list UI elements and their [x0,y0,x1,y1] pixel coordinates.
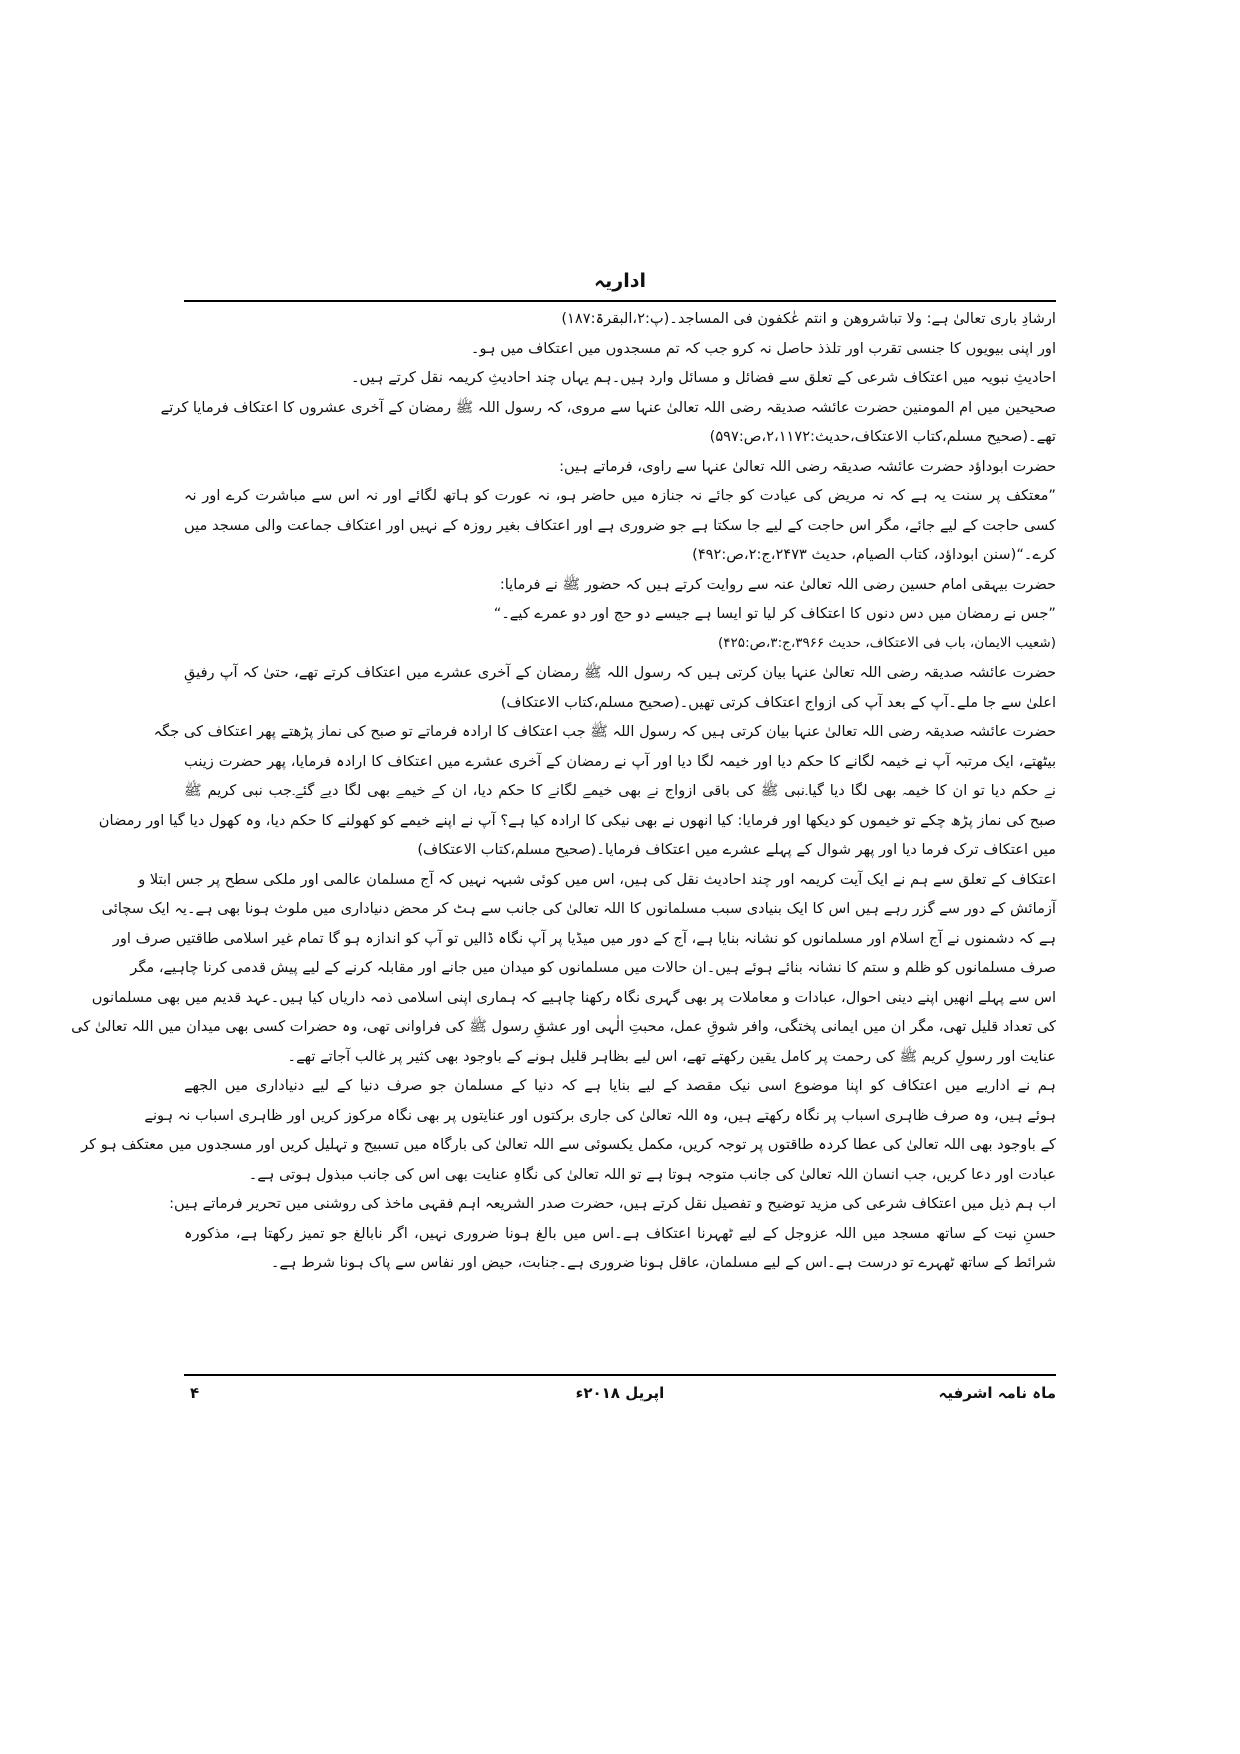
body-line: شرائط کے ساتھ ٹھہرے تو درست ہے۔اس کے لیے مسلمان، عاقل ہونا ضروری ہے۔جنابت، حیض اور نفاس سے پاک ہونا شرط ہے۔ [270,1254,1056,1271]
issue-date: اپریل ۲۰۱۸ء [575,1384,665,1402]
page-footer [184,1380,1056,1406]
body-line: حضرت عائشہ صدیقہ رضی اللہ تعالیٰ عنہا بیان کرتی ہیں کہ رسول اللہ ﷺ رمضان کے آخری عشرے میں اعتکاف کرتے تھے، حتیٰ کہ آپ رفیقِ [184,664,1056,681]
body-line: کسی حاجت کے لیے جائے، مگر اس حاجت کے لیے جا سکتا ہے جو ضروری ہے اور اعتکاف بغیر روزہ کے نہیں اور اعتکاف جماعت والی مسجد میں [184,516,1056,534]
body-line: صرف مسلمانوں کو ظلم و ستم کا نشانہ بنائے ہوئے ہیں۔ان حالات میں مسلمانوں کو میدان میں جانے اور مقابلہ کرنے کے لیے پیش قدمی کرنا چاہیے، مگر [130,959,1056,976]
body-line: ارشادِ باری تعالیٰ ہے: ولا تباشروھن و انتم عٰکفون فی المساجد۔(پ:۲،البقرۃ:۱۸۷) [561,310,1056,327]
body-line: صحیحین میں ام المومنین حضرت عائشہ صدیقہ رضی اللہ تعالیٰ عنہا سے مروی، کہ رسول اللہ ﷺ رمضان کے آخری عشروں کا اعتکاف فرمایا کرتے [160,398,1056,416]
body-line: صبح کی نماز پڑھ چکے تو خیموں کو دیکھا اور فرمایا: کیا انھوں نے بھی نیکی کا ارادہ کیا ہے؟ آپ نے اپنے خیمے کو کھولنے کا حکم دیا، وہ کھول دیا گیا اور رمضان [98,811,1056,829]
header-title: اداریہ [594,270,646,292]
body-line: کی تعداد قلیل تھی، مگر ان میں ایمانی پختگی، وافر شوقِ عمل، محبتِ الٰہی اور عشقِ رسول ﷺ کی فراوانی تھی، وہ حضرات کسی بھی میدان میں اللہ تعالیٰ کی [71,1018,1056,1035]
body-line: اعلیٰ سے جا ملے۔آپ کے بعد آپ کی ازواج اعتکاف کرتی تھیں۔(صحیح مسلم،کتاب الاعتکاف) [500,693,1056,711]
body-line: ”معتکف پر سنت یہ ہے کہ نہ مریض کی عیادت کو جائے نہ جنازہ میں حاضر ہو، نہ عورت کو ہاتھ لگائے اور نہ اس سے مباشرت کرے اور نہ [184,487,1056,504]
page-number: ۴ [190,1384,200,1402]
body-line: حضرت عائشہ صدیقہ رضی اللہ تعالیٰ عنہا بیان کرتی ہیں کہ رسول اللہ ﷺ جب اعتکاف کا ارادہ فرماتے تو صبح کی نماز پڑھتے پھر اعتکاف کی جگہ [153,723,1056,740]
body-line: اعتکاف کے تعلق سے ہم نے ایک آیت کریمہ اور چند احادیث نقل کی ہیں، اس میں کوئی شبہہ نہیں کہ آج مسلمان عالمی اور ملکی سطح پر جس ابتلا و [138,870,1056,888]
body-line: اور اپنی بیویوں کا جنسی تقرب اور تلذذ حاصل نہ کرو جب کہ تم مسجدوں میں اعتکاف میں ہو۔ [470,339,1056,357]
body-line: ”جس نے رمضان میں دس دنوں کا اعتکاف کر لیا تو ایسا ہے جیسے دو حج اور دو عمرے کیے۔“ [493,605,1056,622]
body-line: حضرت ابوداؤد حضرت عائشہ صدیقہ رضی اللہ تعالیٰ عنہا سے راوی، فرماتے ہیں: [559,457,1056,475]
magazine-name: ماہ نامہ اشرفیہ [938,1384,1056,1402]
body-line: حسنِ نیت کے ساتھ مسجد میں اللہ عزوجل کے لیے ٹھہرنا اعتکاف ہے۔اس میں بالغ ہونا ضروری نہیں، اگر نابالغ جو تمیز رکھتا ہے، مذکورہ [184,1224,1056,1242]
body-line: کرے۔“(سنن ابوداؤد، کتاب الصیام، حدیث ۲۴۷۳،ج:۲،ص:۴۹۲) [692,546,1056,563]
article-body [71,304,1056,1278]
body-line: بیٹھتے، ایک مرتبہ آپ نے خیمہ لگانے کا حکم دیا اور خیمہ لگا دیا اور آپ نے رمضان کے آخری عشرے میں اعتکاف کا ارادہ فرمایا، پھر حضرت زینب [184,752,1056,770]
body-line: آزمائش کے دور سے گزر رہے ہیں اس کا ایک بنیادی سبب مسلمانوں کا اللہ تعالیٰ کی جانب سے ہٹ کر محض دنیاداری میں ملوث ہونا بھی ہے۔یہ ایک سچائی [101,900,1056,917]
body-line: ہے کہ دشمنوں نے آج اسلام اور مسلمانوں کو نشانہ بنایا ہے، آج کے دور میں میڈیا پر آپ نگاہ ڈالیں تو آپ کو اندازہ ہو گا تمام غیر اسلامی طاقتیں صرف اور [112,929,1056,947]
body-line: عنایت اور رسولِ کریم ﷺ کی رحمت پر کامل یقین رکھتے تھے، اس لیے بظاہر قلیل ہونے کے باوجود بھی کثیر پر غالب آجاتے تھے۔ [287,1047,1056,1065]
body-line: اب ہم ذیل میں اعتکاف شرعی کی مزید توضیح و تفصیل نقل کرتے ہیں، حضرت صدر الشریعہ اہم فقہی ماخذ کی روشنی میں تحریر فرماتے ہیں: [169,1195,1056,1212]
citation-line: (شعیب الایمان، باب فی الاعتکاف، حدیث ۳۹۶۶،ج:۳،ص:۴۲۵) [718,634,1056,651]
body-line: حضرت بیہقی امام حسین رضی اللہ تعالیٰ عنہ سے روایت کرتے ہیں کہ حضور ﷺ نے فرمایا: [499,575,1056,593]
body-line: نے حکم دیا تو ان کا خیمہ بھی لگا دیا گیا۔نبی ﷺ کی باقی ازواج نے بھی خیمے لگانے کا حکم دیا، ان کے خیمے بھی لگا دیے گئے۔جب نبی کریم ﷺ [184,782,1056,799]
body-line: اس سے پہلے انھیں اپنے دینی احوال، عبادات و معاملات پر بھی گہری نگاہ رکھنا چاہیے کہ ہماری اپنی اسلامی ذمہ داریاں کیا ہیں۔عہد قدیم میں بھی مسلمانوں [91,988,1056,1006]
body-line: ہوئے ہیں، وہ صرف ظاہری اسباب پر نگاہ رکھتے ہیں، وہ اللہ تعالیٰ کی جاری برکتوں اور عنایتوں پر بھی نگاہ مرکوز کریں اور ظاہری اسباب نہ ہونے [144,1106,1056,1124]
body-line: احادیثِ نبویہ میں اعتکاف شرعی کے تعلق سے فضائل و مسائل وارد ہیں۔ہم یہاں چند احادیثِ کریمہ نقل کرتے ہیں۔ [350,369,1056,386]
body-line: عبادت اور دعا کریں، جب انسان اللہ تعالیٰ کی جانب متوجہ ہوتا ہے تو اللہ تعالیٰ کی نگاہِ عنایت بھی اس کی جانب مبذول ہوتی ہے۔ [248,1165,1056,1183]
header-divider [184,300,1056,302]
body-line: کے باوجود بھی اللہ تعالیٰ کی عطا کردہ طاقتوں پر توجہ کریں، مکمل یکسوئی سے اللہ تعالیٰ کی بارگاہ میں تسبیح و تہلیل کریں اور مسجدوں میں معتکف ہو کر [81,1136,1056,1153]
body-line: ہم نے اداریے میں اعتکاف کو اپنا موضوع اسی نیک مقصد کے لیے بنایا ہے کہ دنیا کے مسلمان جو صرف دنیا کے لیے دنیاداری میں الجھے [184,1077,1056,1094]
footer-divider [184,1374,1056,1376]
body-line: میں اعتکاف ترک فرما دیا اور پھر شوال کے پہلے عشرے میں اعتکاف فرمایا۔(صحیح مسلم،کتاب الاعتکاف) [417,841,1056,858]
body-line: تھے۔(صحیح مسلم،کتاب الاعتکاف،حدیث:۲،۱۱۷۲،ص:۵۹۷) [709,428,1056,445]
